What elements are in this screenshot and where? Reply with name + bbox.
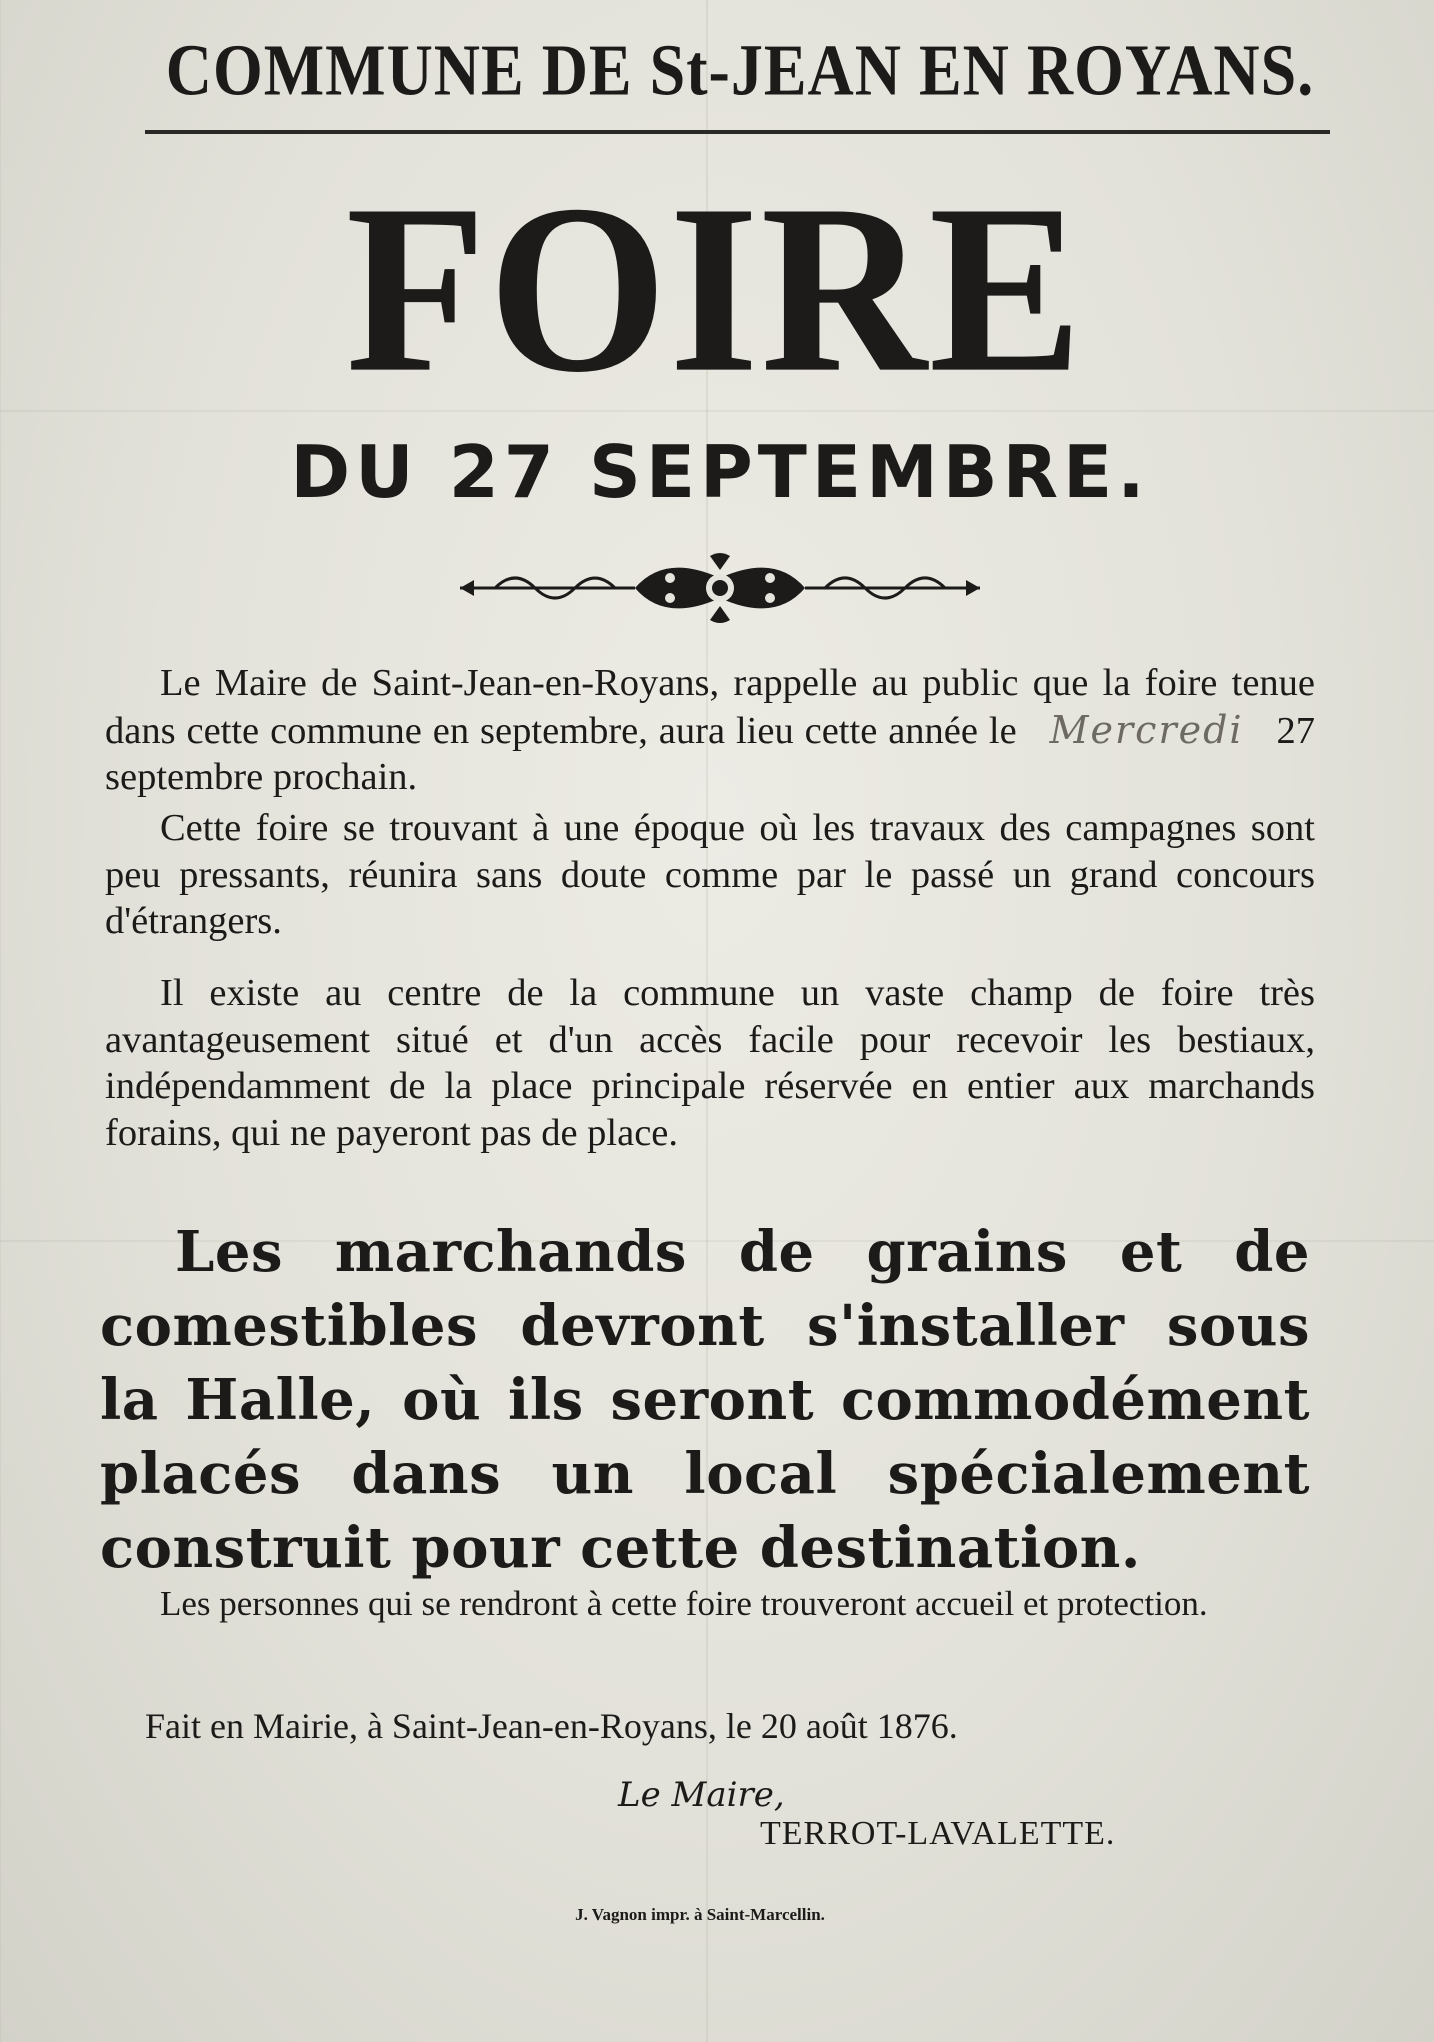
handwritten-day: Mercredi — [1049, 707, 1244, 752]
paragraph-text: Le Maire de Saint-Jean-en-Royans, rappelle au public que la foire tenue dans cette commune en septembre, aura lieu cette année le — [105, 662, 1315, 752]
commune-header: COMMUNE DE St-JEAN EN ROYANS. — [165, 29, 1315, 111]
paragraph-text: Cette foire se trouvant à une époque où les travaux des campagnes sont peu pressants, réunira sans doute comme par le passé un grand concours d'étrangers. — [105, 807, 1315, 942]
signature-title: Le Maire, — [618, 1775, 785, 1815]
paragraph-welcome — [105, 1580, 1315, 1628]
printer-credit: J. Vagnon impr. à Saint-Marcellin. — [575, 1905, 825, 1924]
paragraph-announcement — [105, 660, 1315, 801]
paragraph-season — [105, 805, 1315, 945]
paragraph-fairground — [105, 970, 1315, 1156]
date-line: DU 27 SEPTEMBRE. — [290, 430, 1150, 514]
bold-notice — [100, 1215, 1310, 1585]
bold-notice-text: Les marchands de grains et de comestibles devront s'installer sous la Halle, où ils seront commodément placés dans un local spécialement construit pour cette destination. — [100, 1219, 1310, 1581]
done-at-line: Fait en Mairie, à Saint-Jean-en-Royans, le 20 août 1876. — [145, 1706, 958, 1746]
paragraph-text: 27 septembre prochain. — [105, 709, 1315, 798]
ornament-divider — [455, 548, 985, 628]
paragraph-text: Il existe au centre de la commune un vaste champ de foire très avantageusement situé et d'un accès facile pour recevoir les bestiaux, indépendamment de la place principale réservée en entier aux marchands forains, qui ne payeront pas de place. — [105, 972, 1315, 1154]
header-rule — [145, 130, 1330, 134]
paragraph-text: Les personnes qui se rendront à cette foire trouveront accueil et protection. — [160, 1584, 1208, 1623]
signature-name: TERROT-LAVALETTE. — [760, 1815, 1116, 1852]
poster-title: FOIRE — [345, 154, 1085, 423]
